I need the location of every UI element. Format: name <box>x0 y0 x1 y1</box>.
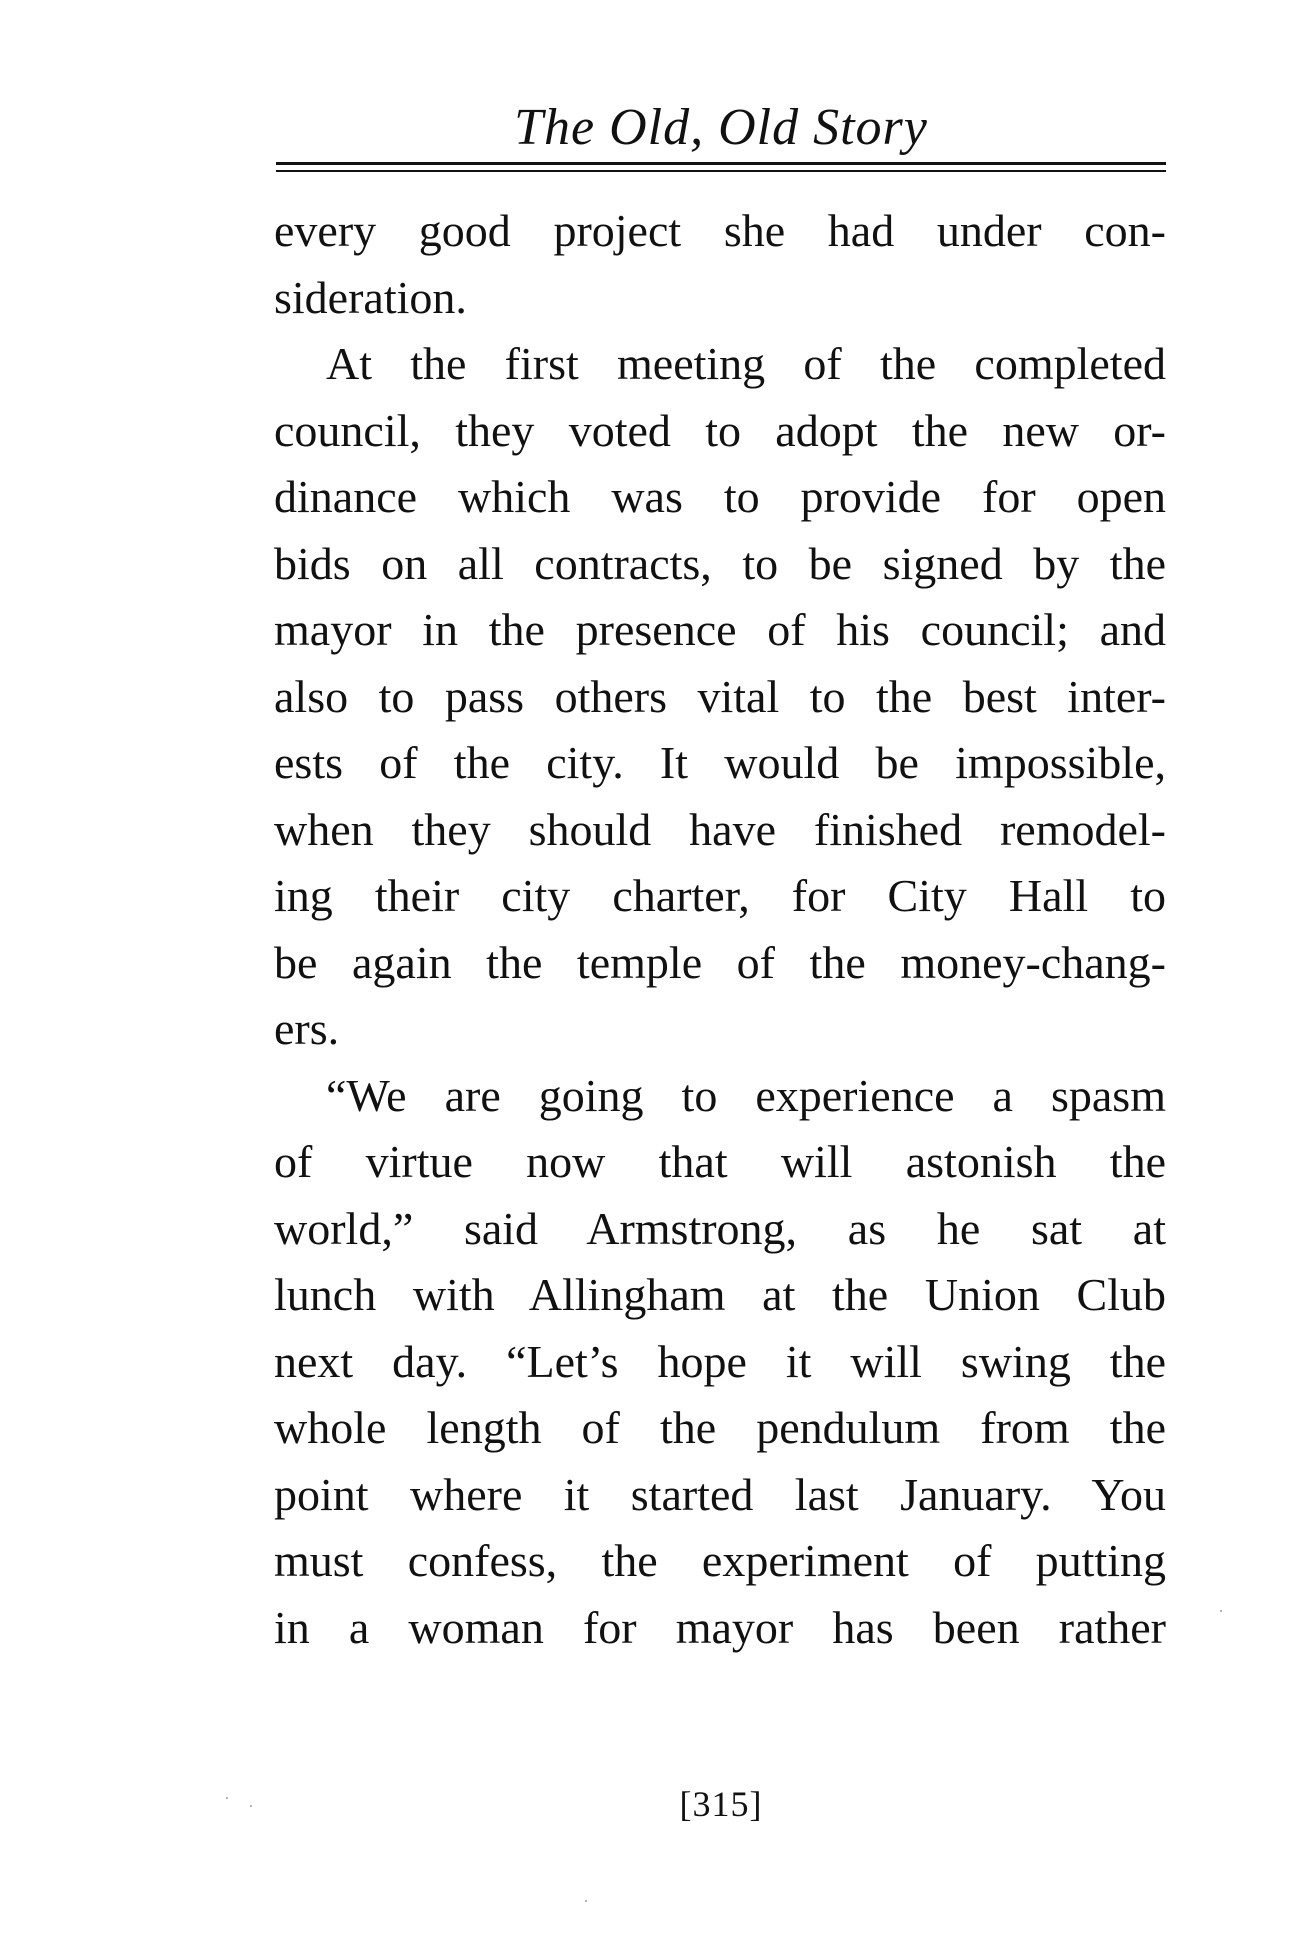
scan-speck <box>1220 1610 1222 1612</box>
text-line: of virtue now that will astonish the <box>274 1136 1166 1187</box>
scan-speck <box>585 1900 587 1902</box>
text-line: every good project she had under con- <box>274 205 1166 256</box>
text-line: At the first meeting of the completed <box>326 338 1166 389</box>
text-line: in a woman for mayor has been rather <box>274 1601 1166 1653</box>
text-line: “We are going to experience a spasm <box>326 1069 1166 1121</box>
text-line: whole length of the pendulum from the <box>274 1402 1166 1453</box>
paragraph-2 <box>274 331 1166 1063</box>
text-line: ests of the city. It would be impossible, <box>274 737 1166 788</box>
text-line: mayor in the presence of his council; and <box>274 604 1166 655</box>
text-line: ers. <box>274 1003 340 1054</box>
running-head: The Old, Old Story <box>514 99 928 156</box>
text-line: must confess, the experiment of putting <box>274 1535 1166 1586</box>
page-number: [315] <box>679 1784 763 1824</box>
text-line: dinance which was to provide for open <box>274 471 1166 522</box>
header-rule-top <box>276 162 1166 165</box>
text-line: council, they voted to adopt the new or- <box>274 404 1166 456</box>
text-line: bids on all contracts, to be signed by the <box>274 537 1166 589</box>
paragraph-3 <box>274 1063 1166 1662</box>
text-line: be again the temple of the money-chang- <box>274 936 1166 988</box>
scan-speck <box>226 1797 228 1799</box>
text-line: lunch with Allingham at the Union Club <box>274 1269 1166 1320</box>
text-line: when they should have finished remodel- <box>274 803 1166 855</box>
body-text <box>274 198 1166 1661</box>
text-line: ing their city charter, for City Hall to <box>274 870 1166 921</box>
header-rule-bottom <box>276 170 1166 172</box>
scan-speck <box>250 1805 252 1807</box>
text-line: point where it started last January. You <box>274 1468 1166 1520</box>
text-line: also to pass others vital to the best inter- <box>274 670 1166 722</box>
paragraph-1 <box>274 198 1166 331</box>
text-line: sideration. <box>274 271 467 323</box>
text-line: next day. “Let’s hope it will swing the <box>274 1335 1166 1387</box>
text-line: world,” said Armstrong, as he sat at <box>274 1202 1166 1254</box>
